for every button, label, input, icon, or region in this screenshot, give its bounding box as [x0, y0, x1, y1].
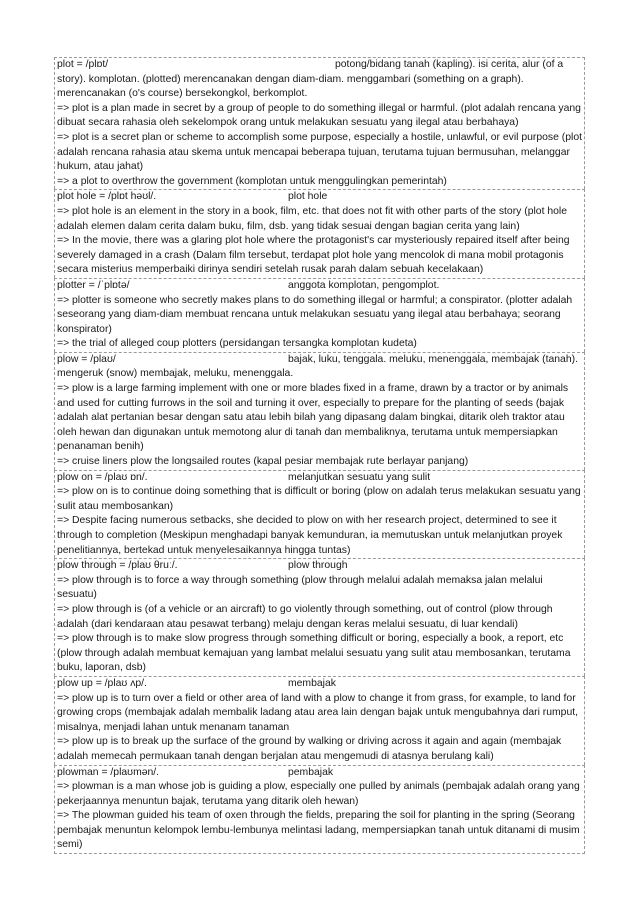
- entry-term: plow = /plaʊ/: [57, 353, 116, 365]
- entry-line: => plow on is to continue doing something that is difficult or boring (plow on adalah terus melakukan sesuatu yang sulit atau membosankan): [57, 486, 581, 512]
- entry-line: => cruise liners plow the longsailed routes (kapal pesiar membajak rute berlayar panjang): [57, 456, 469, 468]
- entry-head: [57, 766, 582, 781]
- entry-line: => a plot to overthrow the government (komplotan untuk menggulingkan pemerintah): [57, 175, 447, 187]
- entry-term: plow up = /plaʊ ʌp/.: [57, 677, 147, 689]
- entry-meaning: pembajak: [288, 766, 334, 778]
- entry-plotter: [54, 278, 585, 352]
- entry-term: plow on = /plaʊ ɒn/.: [57, 471, 148, 483]
- entry-meaning: potong/bidang tanah (kapling). isi cerita, alur (of a: [335, 59, 564, 70]
- entry-head: [57, 677, 582, 692]
- entry-line: mengeruk (snow) membajak, meluku, menenggala.: [57, 368, 294, 380]
- entry-plot: [54, 57, 585, 189]
- entry-line: => plow through is to force a way through something (plow through melalui adalah memaksa jalan melalui sesuatu): [57, 574, 543, 601]
- entry-plow-through: [54, 558, 585, 676]
- entry-line: => plow is a large farming implement with one or more blades fixed in a frame, drawn by a tractor or by animals and used for cutting furrows in the soil and turning it over, especially to prepare for the planting of seeds (bajak adalah alat pertanian besar dengan satu atau lebih bilah yang dipasang dalam bingkai, ditarik oleh traktor atau oleh hewan dan digunakan untuk memotong alur di tanah dan membaliknya, terutama untuk mempersiapkan penanaman benih): [57, 383, 569, 453]
- entry-line: => the trial of alleged coup plotters (persidangan tersangka komplotan kudeta): [57, 338, 417, 350]
- entry-line: => plowman is a man whose job is guiding a plow, especially one pulled by animals (pembajak adalah orang yang pekerjaannya menuntun bajak, terutama yang ditarik oleh hewan): [57, 781, 580, 807]
- entry-line: => plow through is (of a vehicle or an aircraft) to go violently through something, out of control (plow through adalah (dari kendaraan atau pesawat terbang) melaju dengan keras melalui sesuatu, di luar kendali): [57, 603, 553, 630]
- entry-meaning: plot hole: [288, 191, 328, 203]
- entry-line: => plow up is to turn over a field or other area of land with a plow to change it from grass, for example, to land for growing crops (membajak adalah membalik ladang atau area lain dengan bajak untuk mengubahnya dari rumput, misalnya, menjadi lahan untuk menanam tanaman: [57, 692, 579, 733]
- entry-head: [57, 279, 582, 294]
- entry-head: [57, 471, 582, 486]
- entry-meaning: membajak: [288, 677, 336, 689]
- entry-line: => plotter is someone who secretly makes plans to do something illegal or harmful; a conspirator. (plotter adalah seseorang yang diam-diam membuat rencana untuk melakukan sesuatu yang ilegal atau berbahaya; seorang konspirator): [57, 294, 573, 335]
- entry-term: plot = /plɒt/: [57, 59, 109, 70]
- entry-term: plowman = /plaʊmən/.: [57, 766, 160, 778]
- entry-plow: [54, 352, 585, 470]
- entry-plot-hole: [54, 189, 585, 278]
- entry-head: [57, 559, 582, 574]
- entry-plowman: [54, 765, 585, 855]
- dictionary-page: [54, 57, 585, 854]
- entry-line: => Despite facing numerous setbacks, she decided to plow on with her research project, determined to see it through to completion (Meskipun menghadapi banyak kemunduran, ia memutuskan untuk melanjutkan proyek penelitiannya, bertekad untuk menyelesaikannya hingga tuntas): [57, 515, 563, 556]
- entry-meaning: melanjutkan sesuatu yang sulit: [288, 471, 431, 483]
- entry-meaning: plow through: [288, 560, 348, 572]
- entry-head: [57, 58, 582, 73]
- entry-line: story). komplotan. (plotted) merencanakan dengan diam-diam. menggambari (something on a graph). merencanakan (o's course) bersekongkol, berkomplot.: [57, 73, 524, 100]
- entry-term: plot hole = /plɒt həʊl/.: [57, 191, 157, 203]
- entry-head: [57, 190, 582, 205]
- entry-line: => plot is a secret plan or scheme to accomplish some purpose, especially a hostile, unlawful, or evil purpose (plot adalah rencana rahasia atau skema untuk mencapai beberapa tujuan, terutama tujuan bermusuhan, melanggar hukum, atau jahat): [57, 131, 582, 173]
- entry-meaning: anggota komplotan, pengomplot.: [288, 279, 440, 291]
- entry-plow-on: [54, 470, 585, 559]
- entry-plow-up: [54, 676, 585, 765]
- entry-line: => plow through is to make slow progress through something difficult or boring, especially a book, a report, etc (plow through adalah membuat kemajuan yang lambat melalui sesuatu yang sulit atau membosankan, terutama buku, laporan, dsb): [57, 633, 571, 674]
- entry-line: => plot is a plan made in secret by a group of people to do something illegal or harmful. (plot adalah rencana yang dibuat secara rahasia oleh sekelompok orang untuk melakukan sesuatu yang ilegal atau berbahaya): [57, 102, 581, 129]
- entry-line: => The plowman guided his team of oxen through the fields, preparing the soil for planting in the spring (Seorang pembajak menuntun kelompok lembu-lembunya melintasi ladang, mempersiapkan tanah untuk ditanami di musim semi): [57, 810, 580, 851]
- entry-term: plow through = /plaʊ θruː/.: [57, 560, 178, 572]
- entry-head: [57, 353, 582, 368]
- entry-term: plotter = /ˈplɒtə/: [57, 279, 130, 291]
- entry-line: => In the movie, there was a glaring plot hole where the protagonist's car mysteriously repaired itself after being severely damaged in a crash (Dalam film tersebut, terdapat plot hole yang mencolok di mana mobil protagonis secara misterius memperbaiki dirinya sendiri setelah rusak parah dalam sebuah kecelakaan): [57, 235, 570, 276]
- entry-line: => plow up is to break up the surface of the ground by walking or driving across it again and again (membajak adalah memecah permukaan tanah dengan berjalan atau mengemudi di atasnya berulang kali): [57, 736, 562, 762]
- entry-meaning: bajak, luku, tenggala. meluku, menenggala, membajak (tanah).: [288, 353, 578, 365]
- entry-line: => plot hole is an element in the story in a book, film, etc. that does not fit with other parts of the story (plot hole adalah elemen dalam cerita dalam buku, film, dsb. yang tidak sesuai dengan bagian cerita yang lain): [57, 205, 567, 232]
